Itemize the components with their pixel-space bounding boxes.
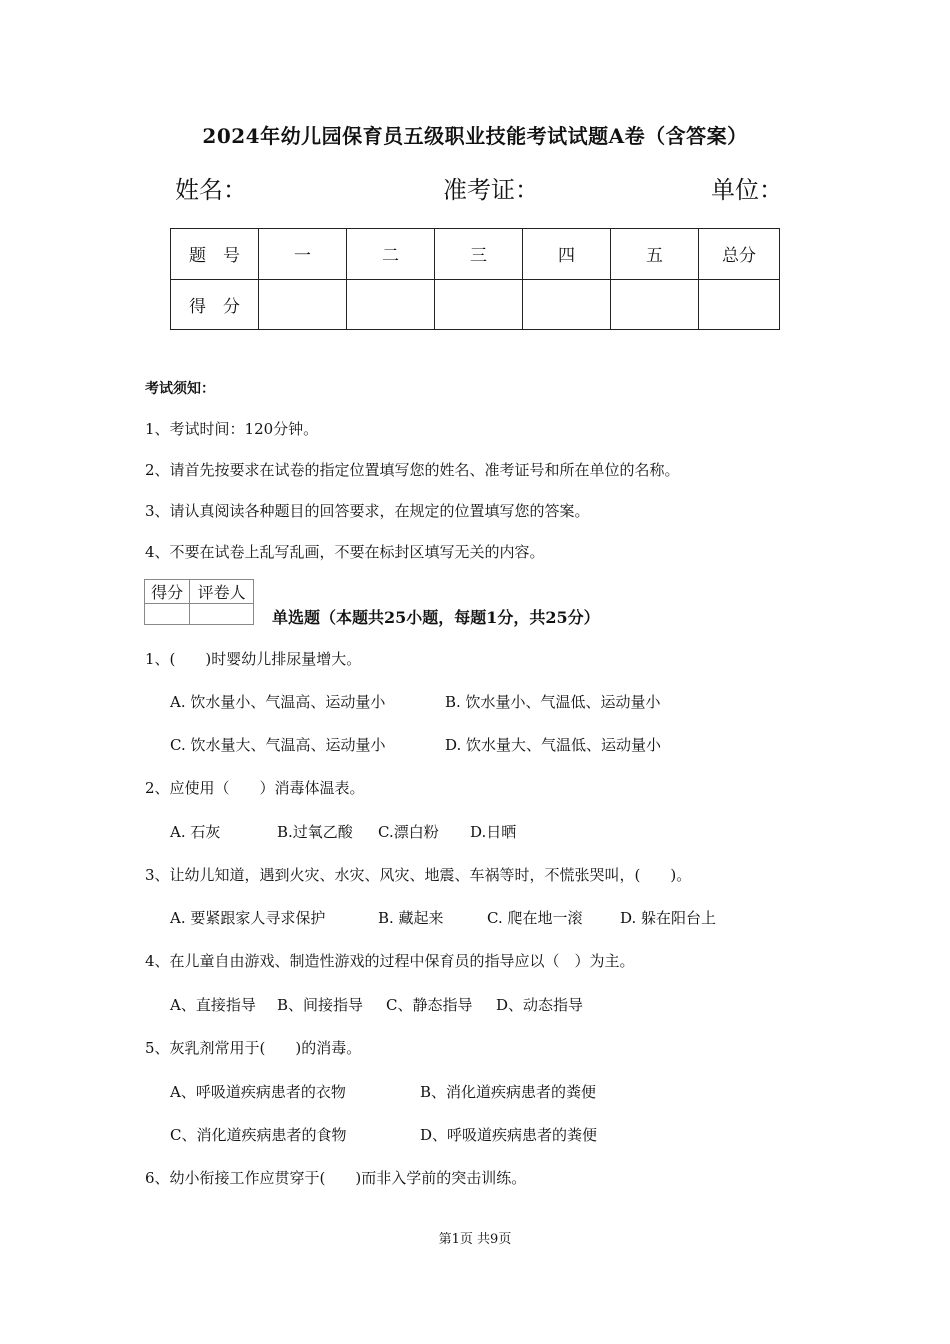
answer-option: B.过氧乙酸 [277,823,353,841]
answer-option: A. 要紧跟家人寻求保护 [170,909,326,927]
name-field-label: 姓名： [175,176,247,204]
score-header-cell: 三 [435,229,523,280]
notice-heading: 考试须知： [145,381,215,397]
answer-option: D.日晒 [470,823,517,841]
grader-score-cell [145,604,190,625]
notice-item: 3、请认真阅读各种题目的回答要求，在规定的位置填写您的答案。 [145,502,590,520]
score-header-cell: 一 [259,229,347,280]
notice-item: 2、请首先按要求在试卷的指定位置填写您的姓名、准考证号和所在单位的名称。 [145,461,680,479]
answer-option: D. 躲在阳台上 [620,909,717,927]
score-header-cell: 五 [611,229,699,280]
question-stem: 6、幼小衔接工作应贯穿于( )而非入学前的突击训练。 [145,1169,527,1187]
score-cell [347,279,435,330]
answer-option: A、直接指导 [170,996,256,1014]
score-header-cell: 二 [347,229,435,280]
answer-option: B. 藏起来 [378,909,444,927]
page-footer: 第1页 共9页 [438,1232,512,1247]
section-title: 单选题（本题共25小题，每题1分，共25分） [272,608,600,627]
grader-name-label: 评卷人 [190,580,254,604]
question-stem: 4、在儿童自由游戏、制造性游戏的过程中保育员的指导应以（ ）为主。 [145,952,635,970]
score-table-score-row [171,279,780,330]
notice-item: 4、不要在试卷上乱写乱画，不要在标封区填写无关的内容。 [145,543,545,561]
answer-option: D、动态指导 [496,996,584,1014]
score-cell [523,279,611,330]
question-stem: 3、让幼儿知道，遇到火灾、水灾、风灾、地震、车祸等时，不慌张哭叫，( )。 [145,866,692,884]
question-stem: 5、灰乳剂常用于( )的消毒。 [145,1039,362,1057]
answer-option: B. 饮水量小、气温低、运动量小 [445,693,661,711]
score-table [170,228,780,330]
grader-box [144,579,254,625]
answer-option: A、呼吸道疾病患者的衣物 [170,1083,346,1101]
answer-option: C. 饮水量大、气温高、运动量小 [170,736,386,754]
question-stem: 1、( )时婴幼儿排尿量增大。 [145,650,362,668]
question-stem: 2、应使用（ ）消毒体温表。 [145,779,365,797]
score-cell [611,279,699,330]
score-header-cell: 题 号 [171,229,259,280]
answer-option: D. 饮水量大、气温低、运动量小 [445,736,662,754]
answer-option: A. 饮水量小、气温高、运动量小 [170,693,386,711]
score-row-label: 得 分 [171,279,259,330]
score-header-cell: 四 [523,229,611,280]
grader-score-label: 得分 [145,580,190,604]
answer-option: C.漂白粉 [378,823,439,841]
answer-option: B、间接指导 [277,996,364,1014]
score-cell [259,279,347,330]
answer-option: C. 爬在地一滚 [487,909,583,927]
score-header-cell: 总分 [699,229,780,280]
candidate-info-row [175,170,785,202]
notice-item: 1、考试时间：120分钟。 [145,420,319,438]
page-title: 2024年幼儿园保育员五级职业技能考试试题A卷（含答案） [202,124,748,148]
answer-option: D、呼吸道疾病患者的粪便 [420,1126,598,1144]
answer-option: A. 石灰 [170,823,221,841]
score-cell [435,279,523,330]
unit-field-label: 单位： [711,176,783,204]
grader-name-cell [190,604,254,625]
exam-id-field-label: 准考证： [443,176,539,204]
answer-option: C、消化道疾病患者的食物 [170,1126,347,1144]
answer-option: C、静态指导 [386,996,473,1014]
score-cell [699,279,780,330]
answer-option: B、消化道疾病患者的粪便 [420,1083,597,1101]
score-table-header-row [171,229,780,280]
